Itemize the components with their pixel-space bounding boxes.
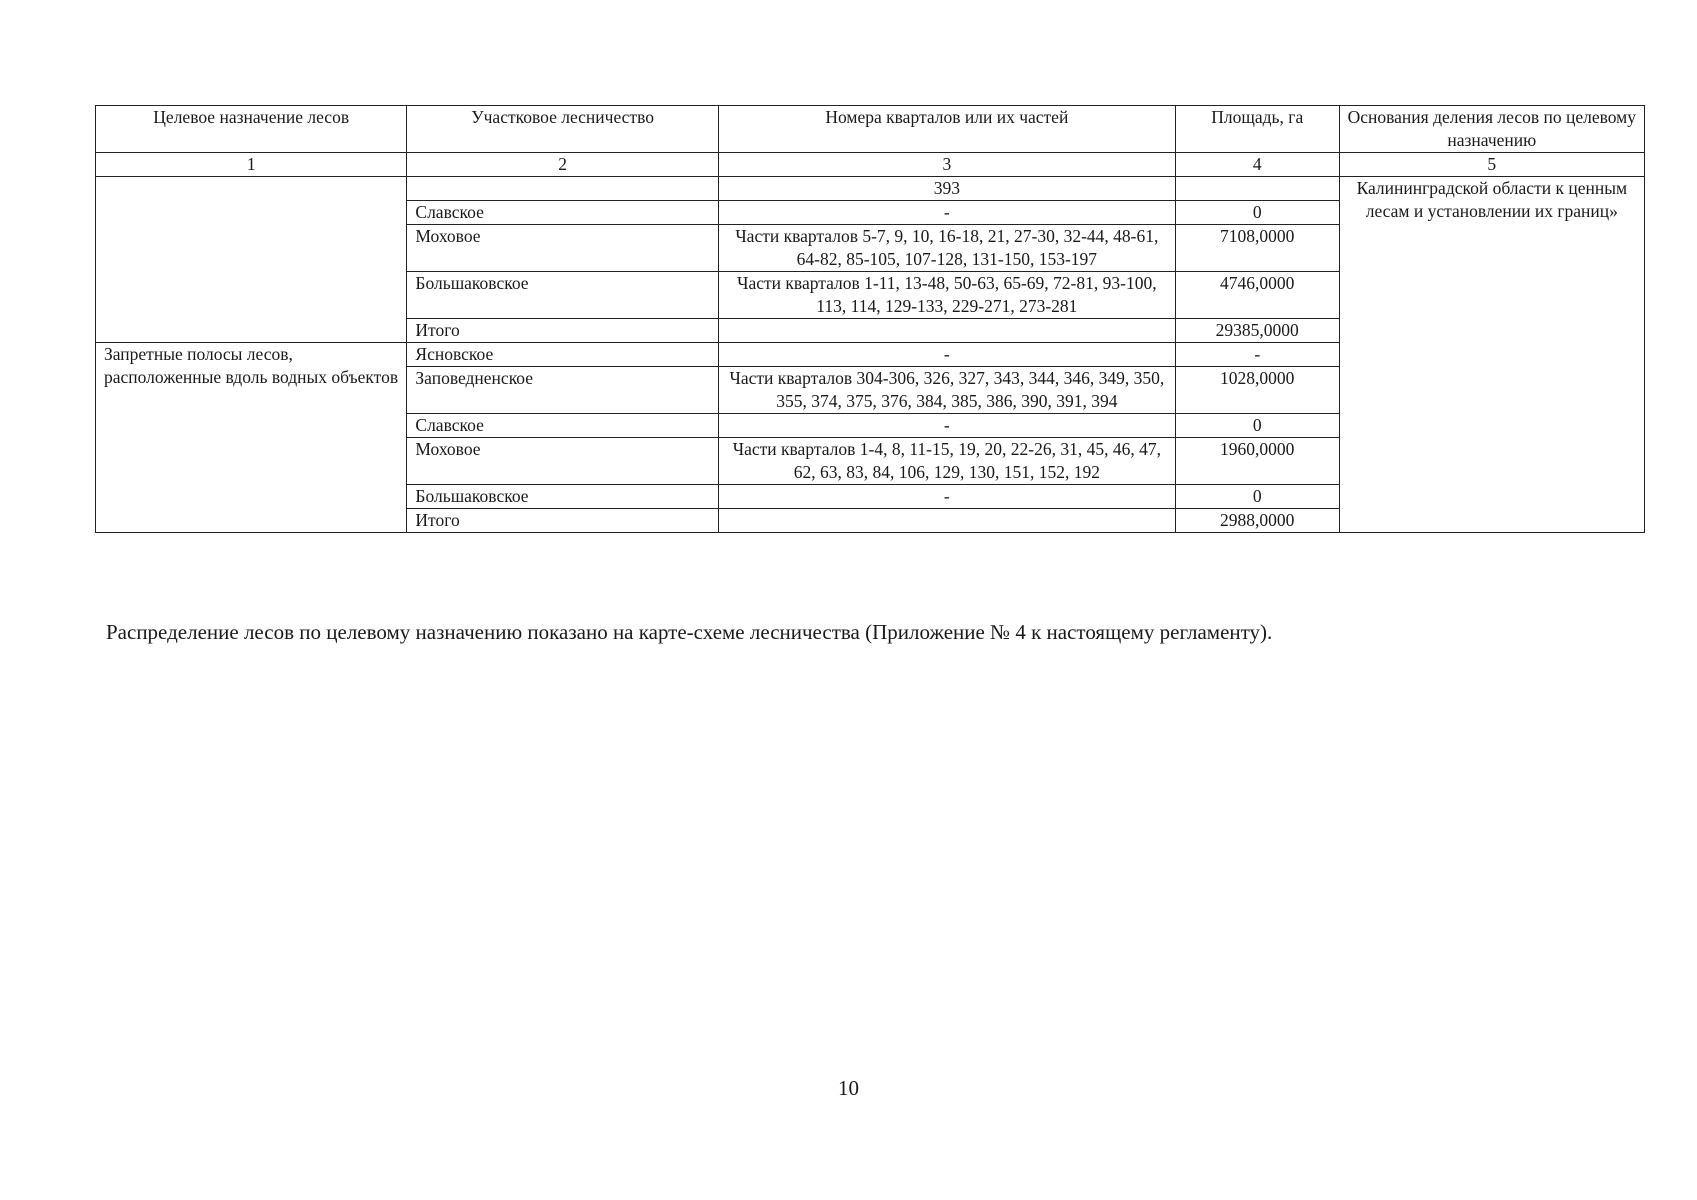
header-area: Площадь, га (1175, 106, 1339, 153)
column-number: 5 (1339, 153, 1644, 177)
total-label: Итого (407, 319, 718, 343)
quarters-cell: Части кварталов 304-306, 326, 327, 343, 344, 346, 349, 350, 355, 374, 375, 376, 384, 385, 386, 390, 391, 394 (718, 367, 1175, 414)
area-cell (1175, 177, 1339, 201)
total-area: 2988,0000 (1175, 509, 1339, 533)
area-cell: 7108,0000 (1175, 225, 1339, 272)
table-column-numbers-row (96, 153, 1645, 177)
quarters-cell: - (718, 414, 1175, 438)
quarters-cell (718, 319, 1175, 343)
quarters-cell: Части кварталов 5-7, 9, 10, 16-18, 21, 27-30, 32-44, 48-61, 64-82, 85-105, 107-128, 131-150, 153-197 (718, 225, 1175, 272)
quarters-cell: - (718, 201, 1175, 225)
area-cell: 0 (1175, 201, 1339, 225)
column-number: 3 (718, 153, 1175, 177)
area-cell: - (1175, 343, 1339, 367)
forestry-cell: Моховое (407, 438, 718, 485)
area-cell: 0 (1175, 414, 1339, 438)
forestry-cell: Моховое (407, 225, 718, 272)
header-purpose: Целевое назначение лесов (96, 106, 407, 153)
quarters-cell: 393 (718, 177, 1175, 201)
area-cell: 1960,0000 (1175, 438, 1339, 485)
area-cell: 1028,0000 (1175, 367, 1339, 414)
purpose-cell-empty (96, 177, 407, 343)
page-number: 10 (838, 1076, 859, 1100)
forestry-cell: Славское (407, 414, 718, 438)
quarters-cell (718, 509, 1175, 533)
table-header-row (96, 106, 1645, 153)
forestry-cell: Славское (407, 201, 718, 225)
closing-paragraph: Распределение лесов по целевому назначению показано на карте-схеме лесничества (Приложение № 4 к настоящему регламенту). (106, 620, 1273, 644)
forestry-cell: Ясновское (407, 343, 718, 367)
column-number: 2 (407, 153, 718, 177)
quarters-cell: Части кварталов 1-4, 8, 11-15, 19, 20, 22-26, 31, 45, 46, 47, 62, 63, 83, 84, 106, 129, 130, 151, 152, 192 (718, 438, 1175, 485)
forestry-cell: Заповедненское (407, 367, 718, 414)
header-quarters: Номера кварталов или их частей (718, 106, 1175, 153)
area-cell: 0 (1175, 485, 1339, 509)
header-basis: Основания деления лесов по целевому назначению (1339, 106, 1644, 153)
purpose-cell: Запретные полосы лесов, расположенные вдоль водных объектов (96, 343, 407, 533)
forest-purpose-table (95, 105, 1645, 533)
total-label: Итого (407, 509, 718, 533)
forestry-cell: Большаковское (407, 272, 718, 319)
quarters-cell: Части кварталов 1-11, 13-48, 50-63, 65-69, 72-81, 93-100, 113, 114, 129-133, 229-271, 273-281 (718, 272, 1175, 319)
forestry-cell: Большаковское (407, 485, 718, 509)
basis-cell: Калининградской области к ценным лесам и установлении их границ» (1339, 177, 1644, 533)
column-number: 4 (1175, 153, 1339, 177)
quarters-cell: - (718, 343, 1175, 367)
forestry-cell (407, 177, 718, 201)
column-number: 1 (96, 153, 407, 177)
total-area: 29385,0000 (1175, 319, 1339, 343)
area-cell: 4746,0000 (1175, 272, 1339, 319)
quarters-cell: - (718, 485, 1175, 509)
header-forestry: Участковое лесничество (407, 106, 718, 153)
table-row (96, 177, 1645, 201)
